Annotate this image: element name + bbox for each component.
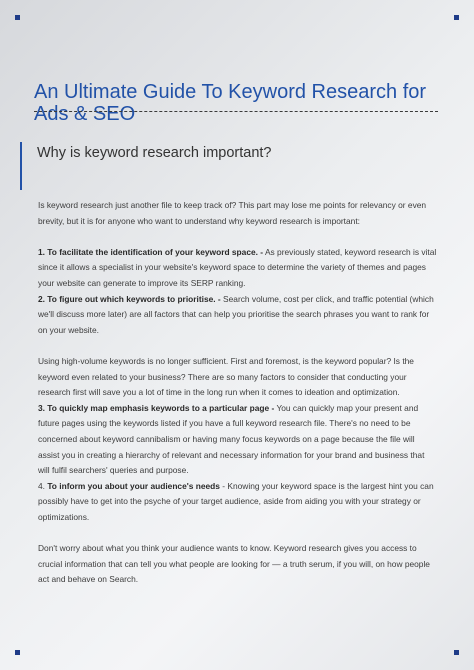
corner-mark-bottom-left [15,650,20,655]
paragraph-gap [38,525,438,541]
point-4 [38,479,438,526]
intro-paragraph: Is keyword research just another file to keep track of? This part may lose me points for relevancy or even brevity, but it is for anyone who want to understand why keyword research is important: [38,200,427,226]
section-heading: Why is keyword research important? [37,145,272,161]
point-2-label: 2. To figure out which keywords to prioritise. - [38,293,221,304]
point-1-label: 1. To facilitate the identification of your keyword space. - [38,246,264,257]
point-4-label: To inform you about your audience's needs [47,480,220,491]
high-volume-paragraph: Using high-volume keywords is no longer sufficient. First and foremost, is the keyword popular? Is the keyword even related to your business? There are so many factors to consider that conducting your research first will save you a lot of time in the long run when it comes to ideation and optimization. [38,355,414,398]
corner-mark-top-right [454,15,459,20]
point-4-prefix: 4. [38,480,48,491]
article-body [38,198,438,588]
paragraph-gap [38,229,438,245]
point-1 [38,245,438,292]
closing-paragraph: Don't worry about what you think your audience wants to know. Keyword research gives you access to crucial information that can tell you what people are looking for — a truth serum, if you will, on how people act and behave on Search. [38,543,430,585]
point-3-label: 3. To quickly map emphasis keywords to a particular page - [38,402,275,413]
point-1-text: As previously stated, keyword research is vital since it allows a specialist in your website's keyword space to determine the variety of themes and pages your website can generate to improve its SERP ranking. [38,246,437,288]
document-title: An Ultimate Guide To Keyword Research for Ads & SEO [34,81,427,126]
point-2-text: Search volume, cost per click, and traffic potential (which we'll discuss more later) are all factors that can help you prioritise the search phrases you want to rank for on your website. [38,293,434,335]
paragraph-gap [38,338,438,354]
point-4-text: - Knowing your keyword space is the largest hint you can possibly have to get into the psyche of your target audience, aside from aiding you with your strategy or optimizations. [38,480,434,522]
point-3-text: You can quickly map your present and future pages using the keywords listed if you have a full keyword research file. There's no need to be concerned about keyword cannibalism or having many focus keywords on a page because the file will assist you in creating a hierarchy of relevant and necessary information for your brand and business that will fulfil searchers' queries and purpose. [38,402,425,476]
point-2 [38,292,438,339]
dashed-divider [34,111,438,112]
section-accent-bar [20,142,22,190]
corner-mark-bottom-right [454,650,459,655]
corner-mark-top-left [15,15,20,20]
point-3 [38,401,438,479]
